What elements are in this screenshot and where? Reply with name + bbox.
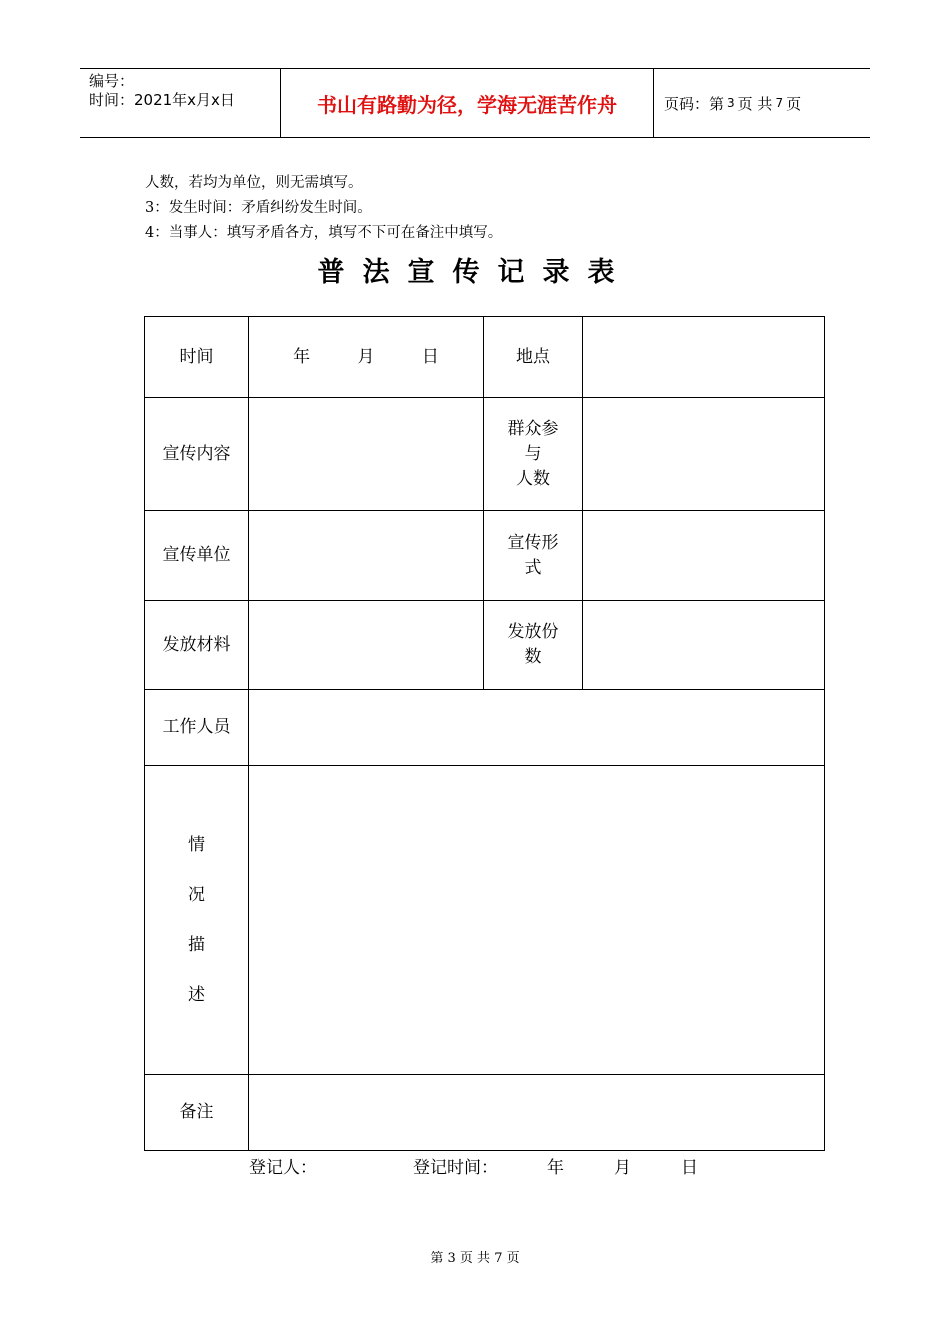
header-page-prefix: 页码：第: [664, 94, 725, 113]
materials-label: 发放材料: [145, 601, 249, 690]
copies-label: [484, 601, 583, 690]
situation-label-char: 描: [188, 935, 205, 955]
header-motto: 书山有路勤为径，学海无涯苦作舟: [281, 69, 654, 137]
date-field[interactable]: [249, 317, 484, 398]
note-line: 4：当事人：填写矛盾各方，填写不下可在备注中填写。: [145, 225, 503, 241]
content-field[interactable]: [249, 398, 484, 511]
header-meta: [80, 69, 281, 137]
materials-field[interactable]: [249, 601, 484, 690]
copies-label-line: 数: [524, 647, 542, 667]
registrant-label: 登记人：: [249, 1158, 317, 1178]
header-code-label: 编号：: [89, 72, 135, 90]
participants-label: [484, 398, 583, 511]
header-page-total: 7: [775, 96, 784, 110]
instruction-notes: [145, 171, 502, 246]
note-line: 人数，若均为单位，则无需填写。: [145, 175, 363, 191]
unit-field[interactable]: [249, 511, 484, 601]
registration-year: 年: [547, 1158, 564, 1178]
registration-time-label: 登记时间：: [413, 1158, 498, 1178]
situation-field[interactable]: [249, 766, 825, 1075]
situation-label: [145, 766, 249, 1075]
time-label: 时间: [145, 317, 249, 398]
participants-label-line: 人数: [516, 468, 550, 489]
form-type-label: [484, 511, 583, 601]
note-line: 3：发生时间：矛盾纠纷发生时间。: [145, 200, 372, 216]
copies-field[interactable]: [583, 601, 825, 690]
staff-label: 工作人员: [145, 690, 249, 766]
participants-label-line: 与: [524, 443, 542, 464]
record-form-table: [144, 316, 825, 1151]
participants-field[interactable]: [583, 398, 825, 511]
date-day: 日: [421, 346, 439, 367]
participants-label-line: 群众参: [507, 418, 559, 439]
page-footer: 第 3 页 共 7 页: [430, 1251, 520, 1266]
form-type-field[interactable]: [583, 511, 825, 601]
unit-label: 宣传单位: [145, 511, 249, 601]
place-field[interactable]: [583, 317, 825, 398]
header-page-info: [654, 69, 870, 137]
copies-label-line: 发放份: [507, 622, 559, 642]
staff-field[interactable]: [249, 690, 825, 766]
registration-day: 日: [681, 1158, 698, 1178]
header-page-num: 3: [727, 96, 735, 110]
date-month: 月: [357, 346, 375, 367]
form-title: 普法宣传记录表: [317, 257, 633, 288]
page-header: [80, 68, 870, 138]
remarks-field[interactable]: [249, 1075, 825, 1151]
situation-label-char: 情: [188, 835, 205, 855]
date-year: 年: [293, 346, 311, 367]
remarks-label: 备注: [145, 1075, 249, 1151]
form-type-label-line: 宣传形: [507, 532, 559, 553]
situation-label-char: 述: [188, 985, 205, 1005]
header-page-suffix: 页: [786, 94, 802, 113]
form-type-label-line: 式: [524, 557, 542, 578]
header-page-mid: 页 共: [737, 94, 773, 113]
registration-month: 月: [614, 1158, 631, 1178]
place-label: 地点: [484, 317, 583, 398]
content-label: 宣传内容: [145, 398, 249, 511]
situation-label-char: 况: [188, 885, 205, 905]
header-time-label: 时间：2021年x月x日: [89, 91, 235, 109]
